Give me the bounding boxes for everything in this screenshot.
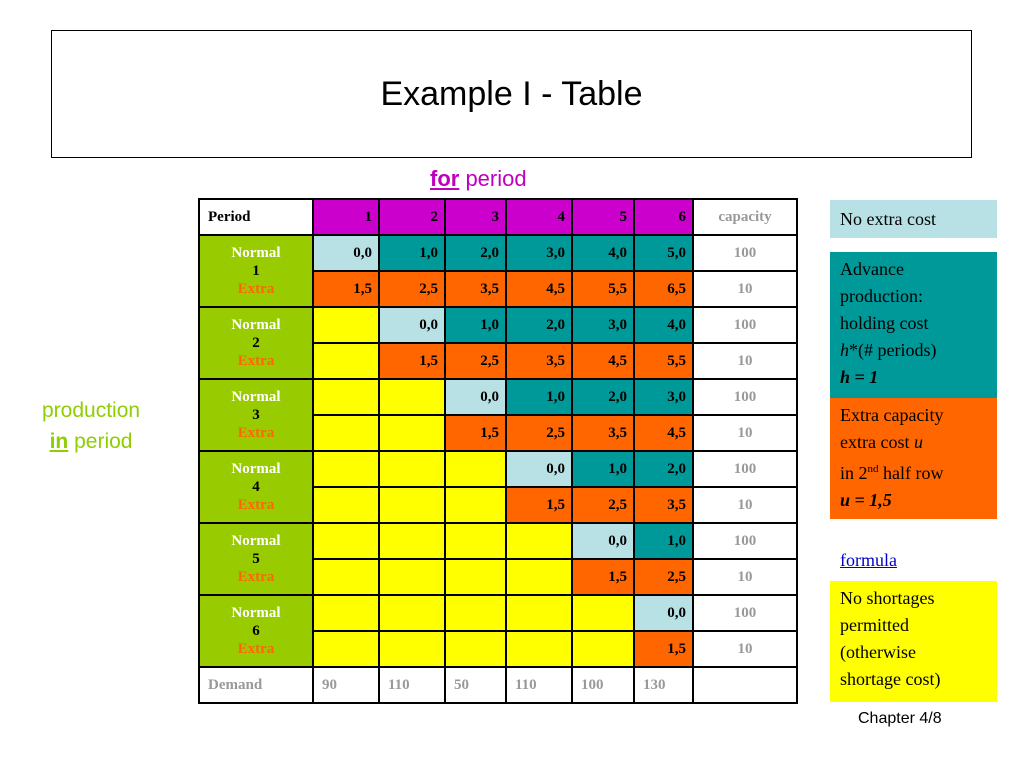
- advance-periods: *(# periods): [849, 340, 937, 360]
- normal-row: [199, 523, 797, 559]
- normal-row: [199, 451, 797, 487]
- cost-cell: [313, 415, 379, 451]
- production-period-label: [199, 307, 313, 379]
- cost-cell: 2,5: [572, 487, 634, 523]
- half-row-text: half row: [878, 463, 944, 483]
- cost-cell: [506, 595, 572, 631]
- cost-cell: 3,5: [572, 415, 634, 451]
- cost-cell: [313, 487, 379, 523]
- cost-cell: 1,0: [634, 523, 693, 559]
- demand-cell: 100: [572, 667, 634, 703]
- extra-label: Extra: [237, 569, 275, 585]
- period-number: 2: [252, 335, 260, 351]
- capacity-cell: 100: [693, 451, 797, 487]
- advance-line-5: h = 1: [840, 367, 879, 387]
- normal-row: [199, 379, 797, 415]
- no-extra-cost-text: No extra cost: [840, 209, 936, 229]
- cost-cell: [445, 487, 506, 523]
- extra-label: Extra: [237, 641, 275, 657]
- cost-cell: 2,0: [506, 307, 572, 343]
- demand-cell: 110: [506, 667, 572, 703]
- transportation-table: [198, 198, 798, 704]
- production-period-label: [199, 523, 313, 595]
- normal-row: [199, 595, 797, 631]
- extra-line-1: Extra capacity: [840, 405, 944, 425]
- cost-cell: 4,5: [572, 343, 634, 379]
- cost-cell: 3,0: [572, 307, 634, 343]
- capacity-cell: 10: [693, 631, 797, 667]
- capacity-cell: 10: [693, 415, 797, 451]
- normal-label: Normal: [231, 245, 281, 261]
- header-row: [199, 199, 797, 235]
- cost-cell: [313, 343, 379, 379]
- in-2-text: in 2: [840, 463, 868, 483]
- cost-cell: 3,5: [506, 343, 572, 379]
- for-period-label: [430, 166, 527, 192]
- cost-cell: 1,0: [445, 307, 506, 343]
- extra-line-2: [840, 429, 987, 456]
- extra-label: Extra: [237, 425, 275, 441]
- normal-label: Normal: [231, 461, 281, 477]
- demand-cell: 130: [634, 667, 693, 703]
- cost-cell: [379, 559, 445, 595]
- production-period-label: [199, 379, 313, 451]
- cost-cell: [379, 415, 445, 451]
- in-keyword: in: [49, 430, 69, 453]
- normal-row: [199, 235, 797, 271]
- period-header: Period: [199, 199, 313, 235]
- cost-cell: [379, 523, 445, 559]
- normal-label: Normal: [231, 317, 281, 333]
- demand-cell: 90: [313, 667, 379, 703]
- normal-label: Normal: [231, 605, 281, 621]
- normal-row: [199, 307, 797, 343]
- legend-advance-production: [830, 252, 997, 398]
- cost-cell: [313, 559, 379, 595]
- period-number: 6: [252, 623, 260, 639]
- advance-line-2: production:: [840, 286, 923, 306]
- cost-cell: 2,5: [379, 271, 445, 307]
- shortage-line-2: permitted: [840, 615, 909, 635]
- cost-cell: [445, 559, 506, 595]
- cost-cell: 2,5: [634, 559, 693, 595]
- period-col-3: 3: [445, 199, 506, 235]
- extra-line-3: [840, 456, 987, 487]
- shortage-line-1: No shortages: [840, 588, 935, 608]
- capacity-cell: 100: [693, 379, 797, 415]
- cost-cell: [572, 631, 634, 667]
- extra-line-4: u = 1,5: [840, 490, 892, 510]
- capacity-cell: 10: [693, 343, 797, 379]
- extra-label: Extra: [237, 353, 275, 369]
- capacity-header: capacity: [693, 199, 797, 235]
- period-col-5: 5: [572, 199, 634, 235]
- normal-label: Normal: [231, 389, 281, 405]
- cost-cell: [379, 595, 445, 631]
- period-col-2: 2: [379, 199, 445, 235]
- cost-cell: 6,5: [634, 271, 693, 307]
- in-rest: period: [68, 430, 133, 453]
- formula-link[interactable]: formula: [840, 550, 897, 570]
- shortage-line-4: shortage cost): [840, 669, 941, 689]
- period-number: 3: [252, 407, 260, 423]
- cost-cell: [313, 631, 379, 667]
- cost-cell: [379, 379, 445, 415]
- chapter-footer: Chapter 4/8: [858, 710, 942, 727]
- cost-cell: [445, 631, 506, 667]
- cost-cell: 1,5: [634, 631, 693, 667]
- cost-cell: [313, 451, 379, 487]
- cost-cell: 3,0: [634, 379, 693, 415]
- production-in-period-label: [42, 395, 140, 457]
- slide-title-box: [51, 30, 972, 158]
- cost-cell: 4,5: [506, 271, 572, 307]
- nd-sup: nd: [867, 463, 879, 475]
- cost-cell: [379, 631, 445, 667]
- advance-line-3: holding cost: [840, 313, 929, 333]
- demand-cell: 50: [445, 667, 506, 703]
- capacity-cell: 10: [693, 487, 797, 523]
- capacity-cell: 10: [693, 559, 797, 595]
- cost-cell: [572, 595, 634, 631]
- cost-cell: 1,5: [506, 487, 572, 523]
- cost-cell: 1,5: [313, 271, 379, 307]
- capacity-cell: 10: [693, 271, 797, 307]
- shortage-line-3: (otherwise: [840, 642, 916, 662]
- cost-cell: [379, 451, 445, 487]
- cost-cell: [506, 631, 572, 667]
- cost-cell: 1,0: [506, 379, 572, 415]
- for-rest: period: [459, 166, 527, 191]
- cost-cell: 0,0: [379, 307, 445, 343]
- cost-cell: 2,5: [506, 415, 572, 451]
- cost-cell: 0,0: [313, 235, 379, 271]
- cost-cell: 1,5: [572, 559, 634, 595]
- capacity-cell: 100: [693, 523, 797, 559]
- cost-cell: 0,0: [634, 595, 693, 631]
- cost-cell: 1,0: [379, 235, 445, 271]
- cost-cell: 1,5: [445, 415, 506, 451]
- cost-cell: 3,5: [634, 487, 693, 523]
- cost-cell: [506, 559, 572, 595]
- cost-cell: [445, 523, 506, 559]
- capacity-cell: 100: [693, 235, 797, 271]
- h-symbol: h: [840, 340, 849, 360]
- cost-cell: 4,0: [572, 235, 634, 271]
- cost-cell: [506, 523, 572, 559]
- production-period-label: [199, 451, 313, 523]
- demand-empty-cell: [693, 667, 797, 703]
- cost-cell: [313, 379, 379, 415]
- extra-label: Extra: [237, 281, 275, 297]
- cost-cell: 0,0: [445, 379, 506, 415]
- cost-cell: 2,0: [445, 235, 506, 271]
- cost-cell: 2,5: [445, 343, 506, 379]
- production-period-label: [199, 235, 313, 307]
- cost-cell: 3,0: [506, 235, 572, 271]
- cost-cell: 0,0: [572, 523, 634, 559]
- cost-cell: [313, 307, 379, 343]
- cost-cell: 0,0: [506, 451, 572, 487]
- cost-cell: 1,5: [379, 343, 445, 379]
- for-keyword: for: [430, 166, 460, 191]
- cost-cell: 5,5: [572, 271, 634, 307]
- cost-cell: [445, 595, 506, 631]
- demand-row: [199, 667, 797, 703]
- slide-title: Example I - Table: [380, 74, 643, 113]
- demand-cell: 110: [379, 667, 445, 703]
- period-col-1: 1: [313, 199, 379, 235]
- demand-label: Demand: [199, 667, 313, 703]
- cost-cell: 2,0: [572, 379, 634, 415]
- capacity-cell: 100: [693, 595, 797, 631]
- legend-extra-capacity: [830, 398, 997, 519]
- cost-cell: 4,5: [634, 415, 693, 451]
- legend-no-extra-cost: [830, 200, 997, 238]
- period-number: 4: [252, 479, 260, 495]
- normal-label: Normal: [231, 533, 281, 549]
- advance-line-1: Advance: [840, 259, 904, 279]
- cost-cell: 1,0: [572, 451, 634, 487]
- cost-cell: 5,5: [634, 343, 693, 379]
- period-col-6: 6: [634, 199, 693, 235]
- production-period-label: [199, 595, 313, 667]
- capacity-cell: 100: [693, 307, 797, 343]
- extra-cost-text: extra cost: [840, 432, 914, 452]
- cost-cell: [313, 523, 379, 559]
- period-number: 1: [252, 263, 260, 279]
- extra-label: Extra: [237, 497, 275, 513]
- cost-cell: 5,0: [634, 235, 693, 271]
- cost-cell: [379, 487, 445, 523]
- cost-cell: 2,0: [634, 451, 693, 487]
- period-number: 5: [252, 551, 260, 567]
- period-col-4: 4: [506, 199, 572, 235]
- cost-cell: [313, 595, 379, 631]
- production-word: production: [42, 399, 141, 422]
- legend-no-shortages: [830, 581, 997, 702]
- u-symbol: u: [913, 432, 923, 452]
- cost-cell: 4,0: [634, 307, 693, 343]
- cost-cell: [445, 451, 506, 487]
- cost-cell: 3,5: [445, 271, 506, 307]
- advance-line-4: [840, 337, 987, 364]
